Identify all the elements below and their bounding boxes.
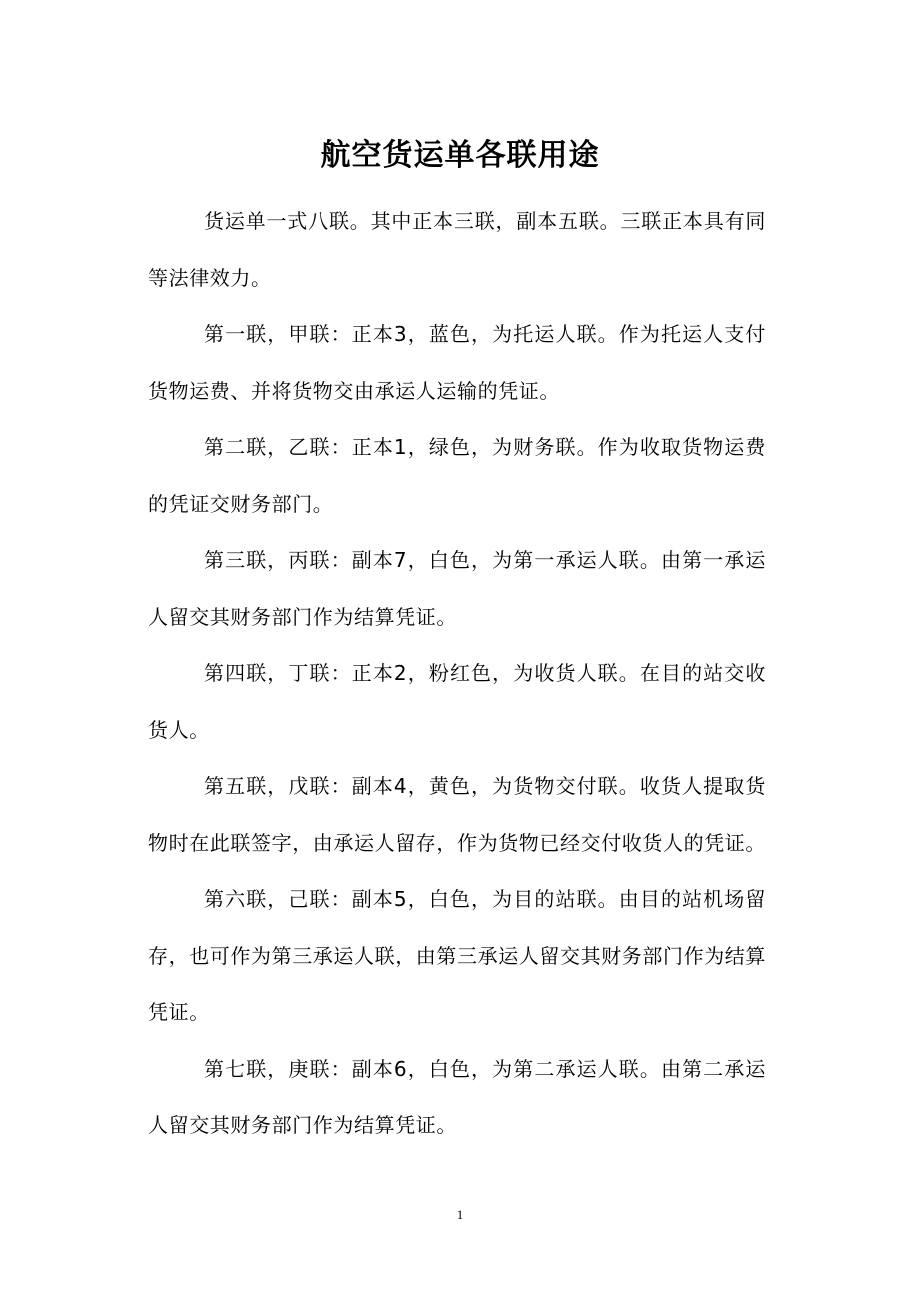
page-number: 1 bbox=[456, 1207, 464, 1222]
paragraph-copy-2: 第二联，乙联：正本1，绿色，为财务联。作为收取货物运费的凭证交财务部门。 bbox=[148, 435, 766, 516]
document-body bbox=[148, 193, 766, 1154]
paragraph-copy-3: 第三联，丙联：副本7，白色，为第一承运人联。由第一承运人留交其财务部门作为结算凭证。 bbox=[148, 548, 766, 629]
paragraph-intro: 货运单一式八联。其中正本三联，副本五联。三联正本具有同等法律效力。 bbox=[148, 209, 766, 290]
paragraph-copy-6: 第六联，己联：副本5，白色，为目的站联。由目的站机场留存，也可作为第三承运人联，由第三承运人留交其财务部门作为结算凭证。 bbox=[148, 887, 766, 1024]
page-title: 航空货运单各联用途 bbox=[320, 138, 600, 174]
paragraph-copy-4: 第四联，丁联：正本2，粉红色，为收货人联。在目的站交收货人。 bbox=[148, 661, 766, 742]
paragraph-copy-5: 第五联，戊联：副本4，黄色，为货物交付联。收货人提取货物时在此联签字，由承运人留存，作为货物已经交付收货人的凭证。 bbox=[148, 774, 766, 855]
paragraph-copy-1: 第一联，甲联：正本3，蓝色，为托运人联。作为托运人支付货物运费、并将货物交由承运人运输的凭证。 bbox=[148, 322, 766, 403]
paragraph-copy-7: 第七联，庚联：副本6，白色，为第二承运人联。由第二承运人留交其财务部门作为结算凭证。 bbox=[148, 1056, 766, 1137]
